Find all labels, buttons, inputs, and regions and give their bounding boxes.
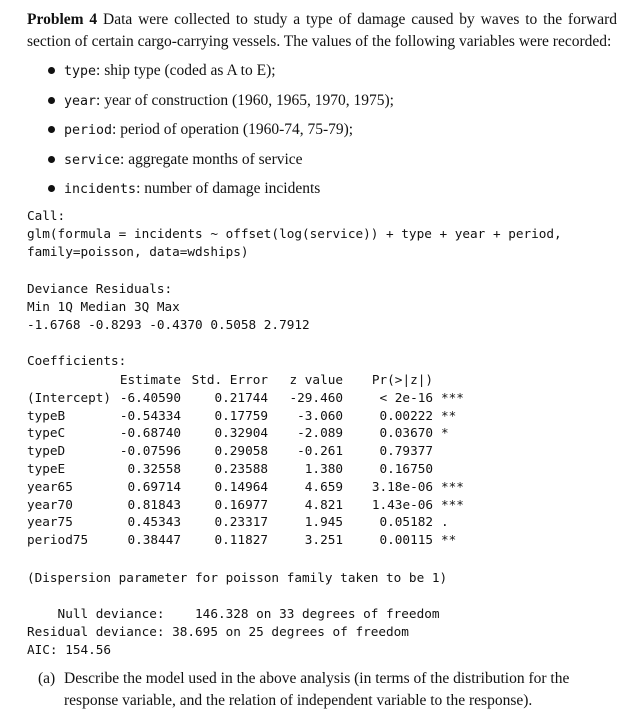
table-row: [27, 407, 481, 425]
table-row: [27, 442, 481, 460]
null-deviance: Null deviance: 146.328 on 33 degrees of freedom: [27, 606, 440, 621]
call-block: [27, 207, 562, 260]
aic-value: AIC: 154.56: [27, 641, 112, 657]
signif-header: [433, 371, 481, 389]
p-value-cell: 0.00222: [379, 407, 433, 423]
variable-name: incidents: [64, 182, 137, 197]
signif-cell: ***: [441, 496, 464, 512]
call-label: Call:: [27, 208, 66, 223]
variable-name: year: [64, 93, 97, 109]
estimate-cell: -6.40590: [119, 389, 181, 405]
residuals-values: -1.6768 -0.8293 -0.4370 0.5058 2.7912: [27, 316, 310, 332]
table-header-row: [27, 371, 481, 389]
question-a-line-1: [38, 668, 616, 690]
deviance-block: [27, 605, 439, 658]
bullet-icon: [48, 156, 55, 163]
signif-cell: ***: [441, 478, 464, 494]
coefficients-table: [27, 371, 481, 549]
variable-desc: ship type (coded as A to E);: [104, 62, 276, 79]
z-value-cell: 4.821: [304, 496, 343, 512]
coefficients-label: Coefficients:: [27, 353, 127, 368]
signif-cell: [433, 442, 481, 460]
variable-desc: period of operation (1960-74, 75-79);: [120, 121, 354, 138]
p-value-header: Pr(>|z|): [371, 372, 433, 387]
estimate-cell: 0.38447: [127, 532, 181, 548]
table-row: [27, 424, 481, 442]
std-error-cell: 0.32904: [214, 425, 268, 441]
z-value-cell: -0.261: [297, 443, 343, 459]
p-value-cell: 0.16750: [379, 460, 433, 476]
variable-desc: year of construction (1960, 1965, 1970, 1975);: [104, 91, 394, 109]
z-value-cell: -29.460: [289, 389, 343, 405]
std-error-cell: 0.21744: [214, 389, 268, 405]
term-cell: year65: [27, 478, 73, 494]
term-header: [27, 371, 119, 389]
estimate-cell: 0.69714: [127, 478, 181, 494]
table-row: [27, 460, 481, 478]
bullet-icon: [48, 67, 55, 74]
term-cell: year75: [27, 514, 73, 530]
list-item: type: ship type (coded as A to E);: [46, 60, 394, 90]
signif-cell: **: [441, 407, 457, 423]
list-item: incidents: number of damage incidents: [46, 178, 394, 208]
bullet-icon: [48, 185, 55, 192]
variable-name: type: [64, 64, 97, 79]
estimate-cell: 0.45343: [127, 514, 181, 530]
residual-deviance: Residual deviance: 38.695 on 25 degrees of freedom: [27, 623, 409, 639]
table-row: [27, 513, 481, 531]
std-error-cell: 0.14964: [214, 478, 268, 494]
question-a-line-2: response variable, and the relation of independent variable to the response).: [64, 692, 533, 709]
p-value-cell: 3.18e-06: [371, 478, 433, 494]
table-row: [27, 389, 481, 407]
p-value-cell: < 2e-16: [379, 389, 433, 405]
problem-intro: [27, 9, 617, 53]
call-line-1: glm(formula = incidents ~ offset(log(service)) + type + year + period,: [27, 225, 562, 241]
variable-desc: aggregate months of service: [128, 150, 303, 168]
z-value-cell: -3.060: [297, 407, 343, 423]
table-row: [27, 531, 481, 549]
question-a-text-1: Describe the model used in the above analysis (in terms of the distribution for the: [64, 670, 570, 687]
std-error-cell: 0.16977: [214, 496, 268, 512]
bullet-icon: [48, 97, 55, 104]
term-cell: typeC: [27, 425, 66, 441]
p-value-cell: 0.03670: [379, 425, 433, 441]
std-error-header: Std. Error: [191, 372, 268, 387]
term-cell: (Intercept): [27, 389, 112, 405]
list-item: year: year of construction (1960, 1965, 1970, 1975);: [46, 90, 394, 120]
z-value-cell: 1.380: [304, 460, 343, 476]
question-a-label: (a): [38, 670, 56, 687]
variable-name: period: [64, 123, 113, 138]
problem-heading: Problem 4: [27, 11, 98, 28]
variable-list: [46, 60, 394, 208]
question-a: [38, 668, 616, 712]
z-value-cell: -2.089: [297, 425, 343, 441]
std-error-cell: 0.29058: [214, 443, 268, 459]
term-cell: period75: [27, 532, 89, 548]
signif-cell: [433, 460, 481, 478]
estimate-cell: -0.54334: [119, 407, 181, 423]
z-value-cell: 1.945: [304, 514, 343, 530]
estimate-cell: 0.32558: [127, 460, 181, 476]
table-row: [27, 478, 481, 496]
problem-intro-text: Data were collected to study a type of damage caused by waves to the forward section of certain cargo-carrying vessels. The values of the following variables were recorded:: [27, 11, 617, 50]
list-item: service: aggregate months of service: [46, 149, 394, 179]
table-row: [27, 496, 481, 514]
p-value-cell: 1.43e-06: [371, 496, 433, 512]
signif-cell: *: [441, 425, 449, 441]
signif-cell: **: [441, 532, 457, 548]
p-value-cell: 0.00115: [379, 532, 433, 548]
estimate-cell: -0.68740: [119, 425, 181, 441]
z-value-header: z value: [289, 372, 343, 387]
list-item: period: period of operation (1960-74, 75-79);: [46, 119, 394, 149]
term-cell: year70: [27, 496, 73, 512]
std-error-cell: 0.11827: [214, 532, 268, 548]
signif-cell: ***: [441, 389, 464, 405]
residuals-header: Min 1Q Median 3Q Max: [27, 298, 180, 314]
residuals-block: [27, 280, 310, 333]
residuals-label: Deviance Residuals:: [27, 281, 173, 296]
term-cell: typeB: [27, 407, 66, 423]
bullet-icon: [48, 126, 55, 133]
std-error-cell: 0.23317: [214, 514, 268, 530]
estimate-cell: -0.07596: [119, 443, 181, 459]
term-cell: typeD: [27, 443, 66, 459]
std-error-cell: 0.23588: [214, 460, 268, 476]
call-line-2: family=poisson, data=wdships): [27, 243, 249, 259]
estimate-cell: 0.81843: [127, 496, 181, 512]
std-error-cell: 0.17759: [214, 407, 268, 423]
z-value-cell: 4.659: [304, 478, 343, 494]
p-value-cell: 0.79377: [379, 443, 433, 459]
term-cell: typeE: [27, 460, 66, 476]
variable-desc: number of damage incidents: [144, 180, 321, 197]
signif-cell: .: [441, 514, 449, 530]
p-value-cell: 0.05182: [379, 514, 433, 530]
variable-name: service: [64, 152, 121, 168]
dispersion-note: (Dispersion parameter for poisson family taken to be 1): [27, 570, 448, 585]
estimate-header: Estimate: [119, 372, 181, 387]
z-value-cell: 3.251: [304, 532, 343, 548]
